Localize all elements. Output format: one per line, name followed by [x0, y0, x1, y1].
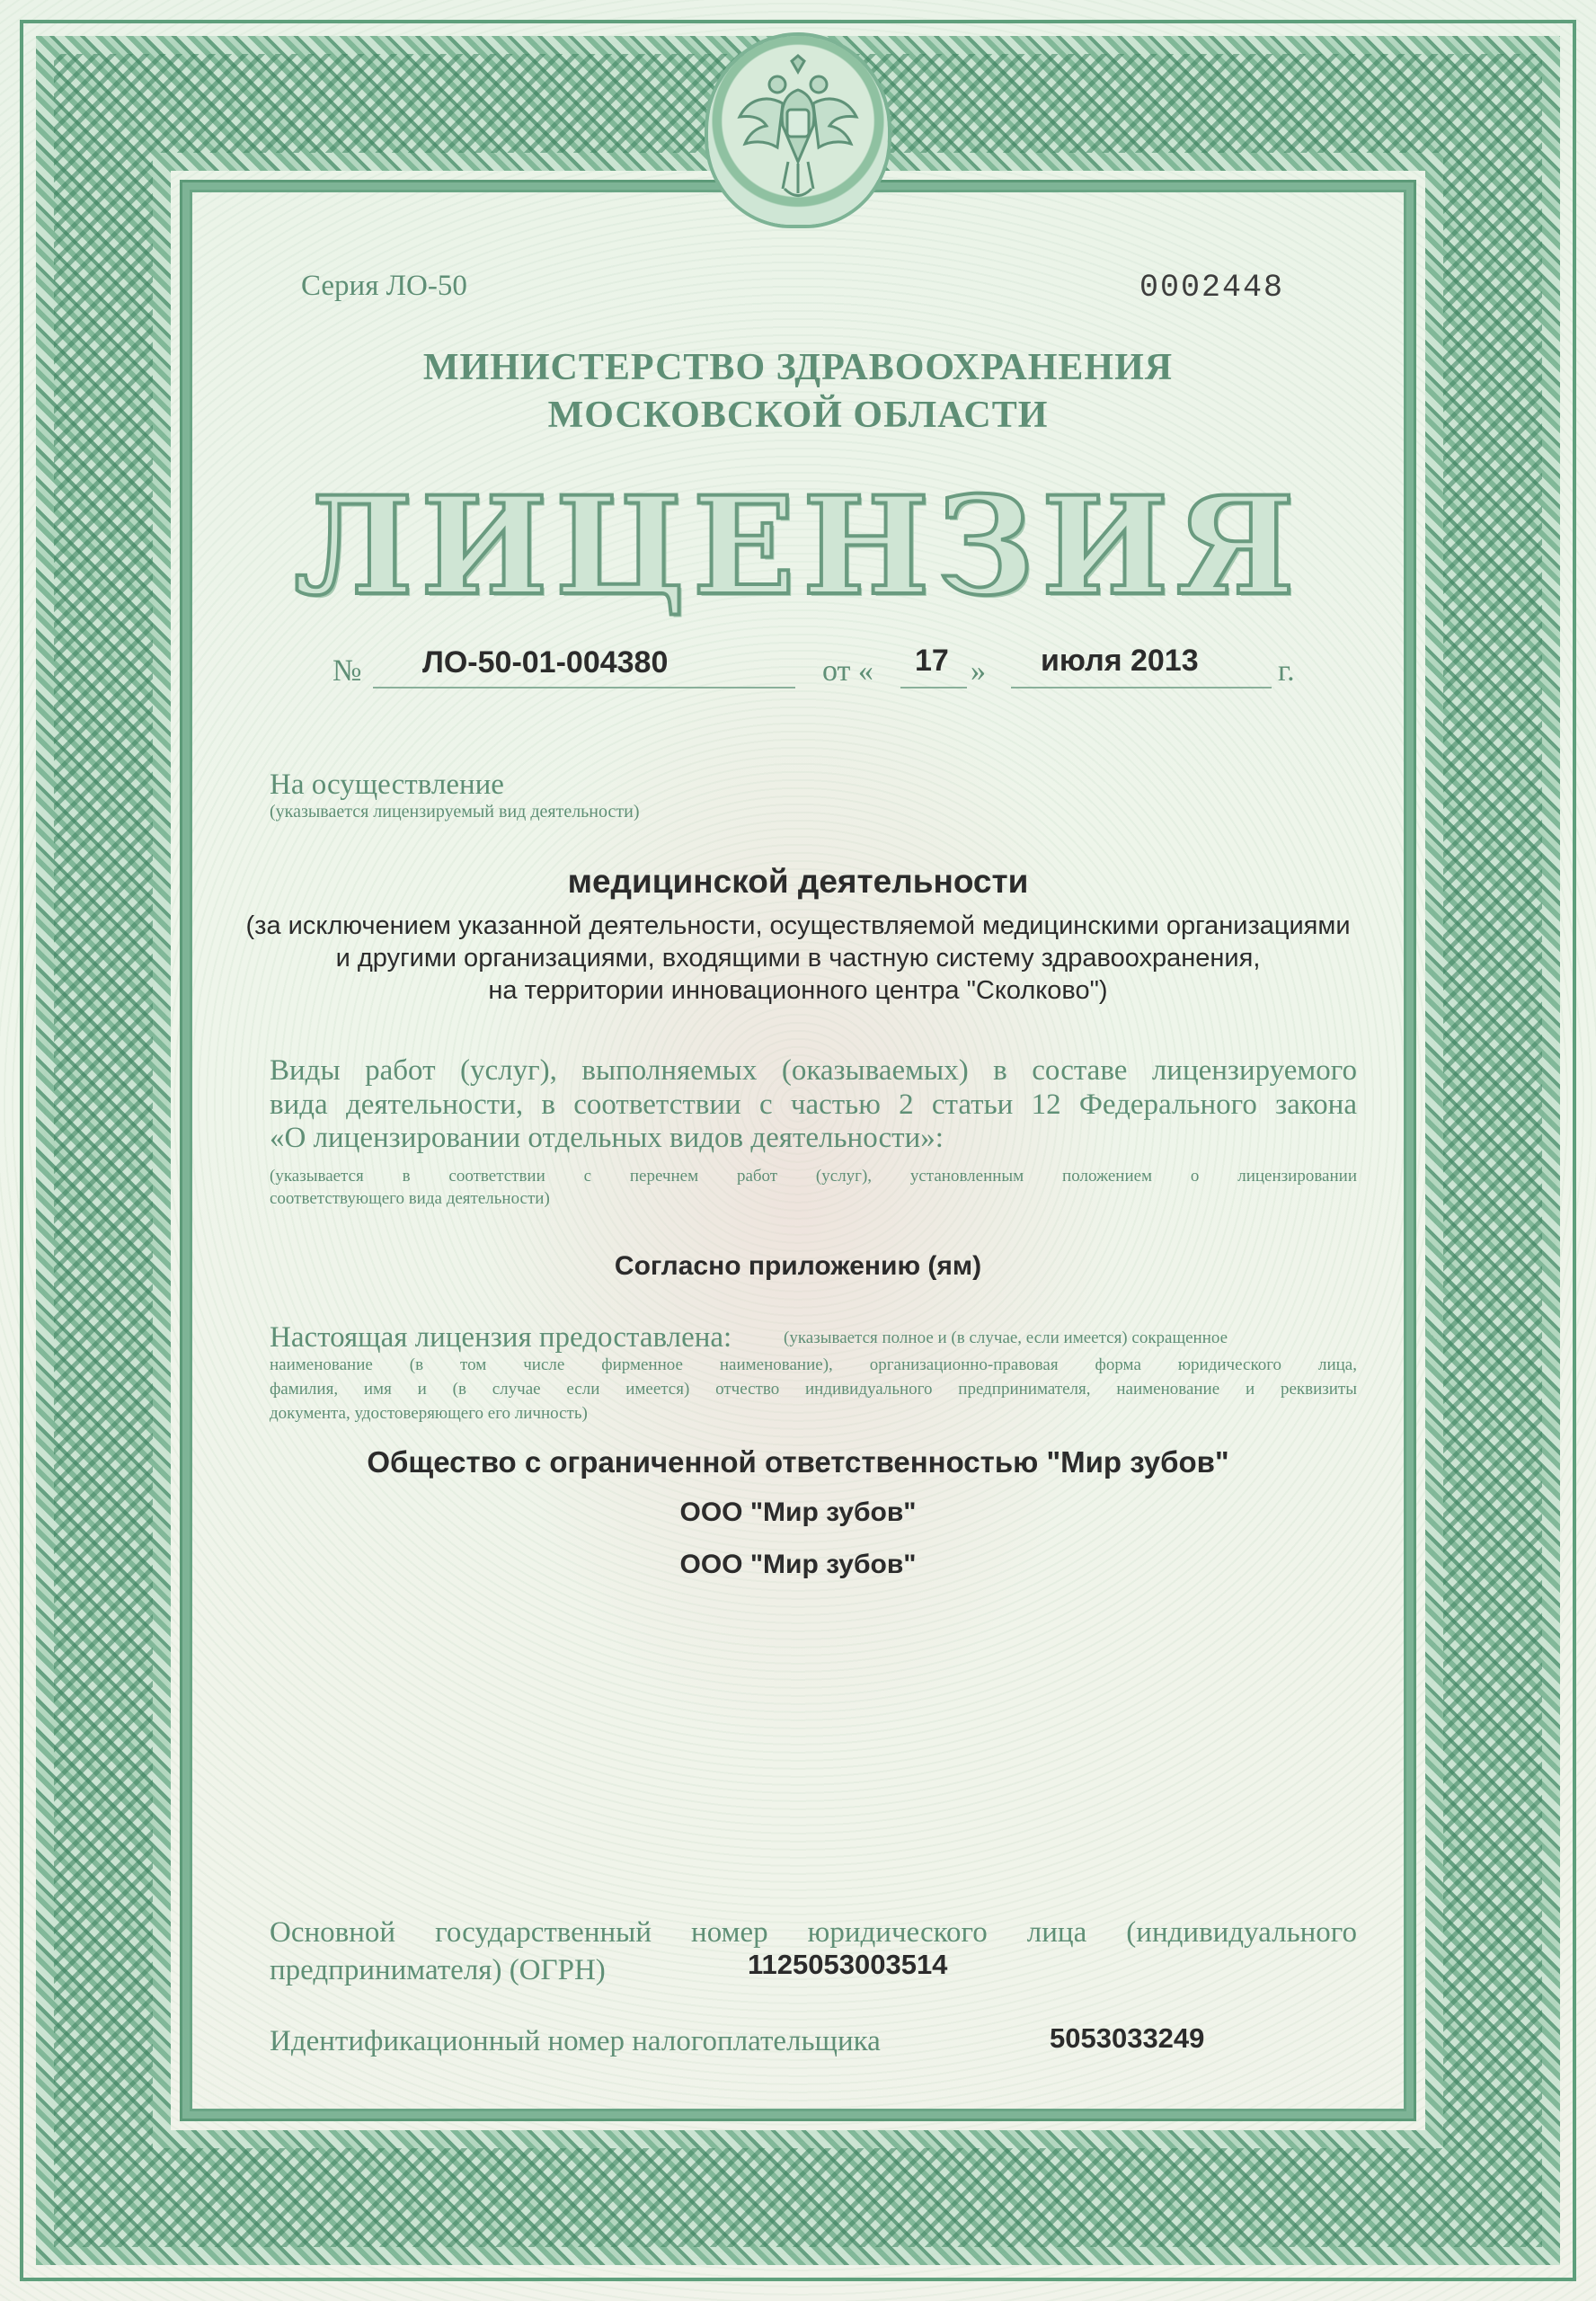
ogrn-value: 1125053003514 — [748, 1949, 948, 1980]
number-sign: № — [332, 654, 362, 688]
date-month-underline — [1011, 687, 1272, 689]
granted-hint-line3: фамилия, имя и (в случае если имеется) отчество индивидуального предпринимателя, наименование и реквизиты — [270, 1380, 1357, 1399]
activity-note-line1: (за исключением указанной деятельности, осуществляемой медицинскими организациями — [245, 911, 1351, 940]
ogrn-label-line1: Основной государственный номер юридического лица (индивидуального — [270, 1916, 1357, 1949]
works-hint-line1: (указывается в соответствии с перечнем работ (услуг), установленным положением о лицензировании — [270, 1167, 1357, 1186]
granted-label: Настоящая лицензия предоставлена: — [270, 1321, 732, 1354]
ministry-name-line1: МИНИСТЕРСТВО ЗДРАВООХРАНЕНИЯ — [422, 347, 1174, 388]
inn-value: 5053033249 — [1050, 2022, 1205, 2054]
ministry-name-line2: МОСКОВСКОЙ ОБЛАСТИ — [547, 395, 1049, 436]
date-suffix: г. — [1278, 654, 1295, 688]
license-number: ЛО-50-01-004380 — [422, 645, 669, 680]
granted-hint-line2: наименование (в том числе фирменное наименование), организационно-правовая форма юридического лица, — [270, 1355, 1357, 1374]
license-number-underline — [373, 687, 795, 689]
document-title: ЛИЦЕНЗИЯ — [294, 467, 1302, 626]
activity-main: медицинской деятельности — [567, 863, 1029, 900]
activity-note-line2: и другими организациями, входящими в частную систему здравоохранения, — [335, 944, 1261, 973]
works-label-line3: «О лицензировании отдельных видов деятельности»: — [270, 1122, 944, 1154]
date-close-quote: » — [971, 654, 986, 688]
date-day: 17 — [915, 644, 949, 678]
coat-of-arms-emblem — [708, 36, 888, 225]
granted-hint-line4: документа, удостоверяющего его личность) — [270, 1404, 588, 1423]
blank-number: 0002448 — [1139, 270, 1285, 306]
date-day-underline — [900, 687, 967, 689]
org-full-name: Общество с ограниченной ответственностью "Мир зубов" — [367, 1445, 1229, 1479]
works-value: Согласно приложению (ям) — [614, 1251, 982, 1281]
inn-label: Идентификационный номер налогоплательщика — [270, 2025, 881, 2057]
activity-label: На осуществление — [270, 768, 504, 801]
granted-hint-line1: (указывается полное и (в случае, если имеется) сокращенное — [784, 1328, 1228, 1347]
ogrn-label-line2: предпринимателя) (ОГРН) — [270, 1954, 606, 1986]
org-short-name: ООО "Мир зубов" — [679, 1497, 917, 1527]
works-label-line2: вида деятельности, в соответствии с частью 2 статьи 12 Федерального закона — [270, 1088, 1357, 1121]
works-label-line1: Виды работ (услуг), выполняемых (оказываемых) в составе лицензируемого — [270, 1054, 1357, 1087]
activity-hint: (указывается лицензируемый вид деятельности) — [270, 802, 640, 822]
activity-note-line3: на территории инновационного центра "Сколково") — [488, 976, 1108, 1005]
date-month-year: июля 2013 — [1041, 644, 1199, 678]
org-brand-name: ООО "Мир зубов" — [679, 1550, 917, 1579]
eagle-icon — [731, 54, 865, 207]
series-label: Серия ЛО-50 — [301, 270, 467, 302]
works-hint-line2: соответствующего вида деятельности) — [270, 1189, 550, 1208]
date-prefix: от « — [822, 654, 873, 688]
